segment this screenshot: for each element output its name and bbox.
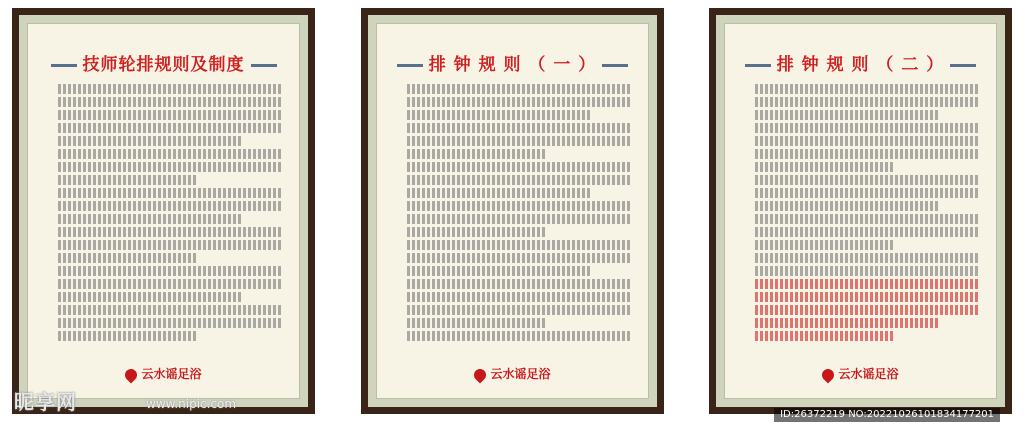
rules-board-1 — [12, 8, 315, 414]
image-id-bar: ID:26372219 NO:20221026101834177201 — [774, 408, 1000, 422]
rules-paper — [724, 23, 997, 399]
title-dash-left — [397, 64, 423, 67]
brand-logo — [725, 365, 996, 382]
lotus-icon — [820, 366, 837, 383]
rules-body — [58, 84, 283, 359]
panel-title-text: 技师轮排规则及制度 — [82, 55, 245, 75]
board-mat — [19, 15, 308, 407]
panel-title — [725, 50, 996, 75]
brand-logo-text: 云水谣足浴 — [141, 367, 202, 381]
brand-logo-text: 云水谣足浴 — [838, 367, 899, 381]
title-dash-right — [251, 64, 277, 67]
brand-logo-text: 云水谣足浴 — [490, 367, 551, 381]
panel-title — [28, 50, 299, 75]
brand-logo — [28, 365, 299, 382]
title-dash-right — [950, 64, 976, 67]
rules-body — [407, 84, 632, 359]
lotus-icon — [472, 366, 489, 383]
watermark-url: www.nipic.com — [146, 397, 237, 411]
panel-title-text: 排 钟 规 则 （ 二 ） — [776, 55, 945, 75]
title-dash-left — [745, 64, 771, 67]
title-dash-right — [602, 64, 628, 67]
watermark-brand: 昵享网 — [14, 390, 77, 414]
board-mat — [716, 15, 1005, 407]
rules-paper — [376, 23, 649, 399]
lotus-icon — [123, 366, 140, 383]
panel-title — [377, 50, 648, 75]
rules-board-3 — [709, 8, 1012, 414]
panel-title-text: 排 钟 规 则 （ 一 ） — [428, 55, 597, 75]
brand-logo — [377, 365, 648, 382]
rules-paper — [27, 23, 300, 399]
rules-body — [755, 84, 980, 359]
title-dash-left — [51, 64, 77, 67]
rules-board-2 — [361, 8, 664, 414]
board-mat — [368, 15, 657, 407]
